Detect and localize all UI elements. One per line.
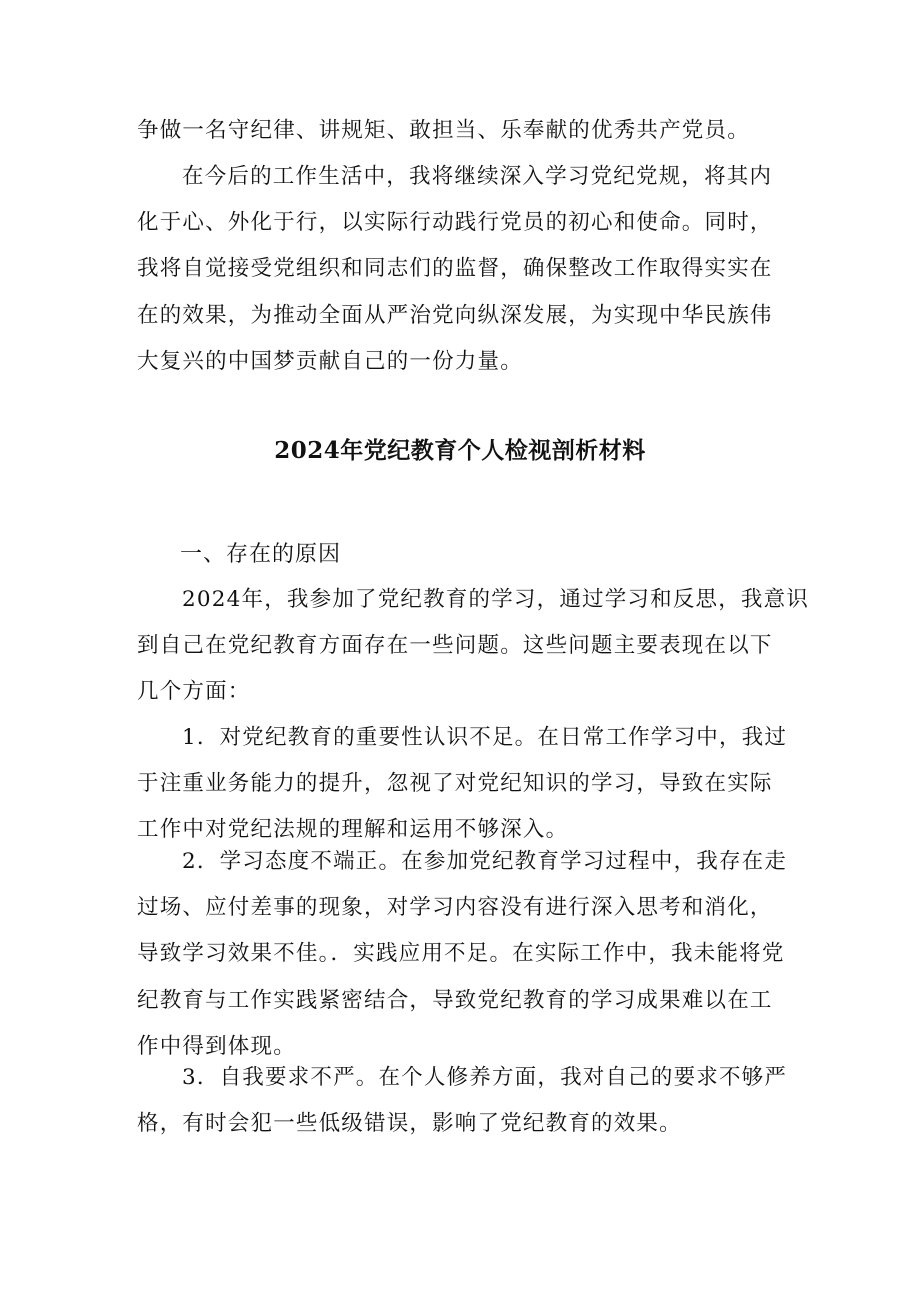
intro-paragraph-1 bbox=[137, 108, 787, 154]
text-line: 纪教育与工作实践紧密结合，导致党纪教育的学习成果难以在工 bbox=[137, 987, 773, 1013]
text-line: 大复兴的中国梦贡献自己的一份力量。 bbox=[137, 348, 523, 374]
body-paragraph-1 bbox=[137, 577, 810, 716]
text-line: 3．自我要求不严。在个人修养方面，我对自己的要求不够严 bbox=[182, 1065, 788, 1090]
text-line: 作中得到体现。 bbox=[137, 1033, 296, 1059]
text-line: 在的效果，为推动全面从严治党向纵深发展，为实现中华民族伟 bbox=[137, 302, 773, 328]
document-title: 2024年党纪教育个人检视剖析材料 bbox=[274, 437, 646, 464]
text-line: 几个方面： bbox=[137, 679, 251, 705]
text-line: 到自己在党纪教育方面存在一些问题。这些问题主要表现在以下 bbox=[137, 633, 773, 659]
text-line: 2．学习态度不端正。在参加党纪教育学习过程中，我存在走 bbox=[182, 849, 788, 874]
text-line: 过场、应付差事的现象，对学习内容没有进行深入思考和消化， bbox=[137, 895, 773, 921]
section-heading: 一、存在的原因 bbox=[180, 542, 342, 567]
intro-paragraph-2 bbox=[137, 154, 787, 385]
text-line: 争做一名守纪律、讲规矩、敢担当、乐奉献的优秀共产党员。 bbox=[137, 118, 750, 143]
text-line: 工作中对党纪法规的理解和运用不够深入。 bbox=[137, 817, 569, 843]
text-line: 格，有时会犯一些低级错误，影响了党纪教育的效果。 bbox=[137, 1111, 682, 1137]
text-line: 我将自觉接受党组织和同志们的监督，确保整改工作取得实实在 bbox=[137, 256, 773, 282]
text-line: 化于心、外化于行，以实际行动践行党员的初心和使命。同时， bbox=[137, 210, 773, 236]
text-line: 导致学习效果不佳。．实践应用不足。在实际工作中，我未能将党 bbox=[137, 941, 785, 967]
text-line: 在今后的工作生活中，我将继续深入学习党纪党规，将其内 bbox=[182, 164, 773, 189]
body-paragraph-2 bbox=[137, 715, 787, 854]
body-paragraph-4 bbox=[137, 1055, 787, 1147]
body-paragraph-3 bbox=[137, 839, 787, 1070]
text-line: 2024年，我参加了党纪教育的学习，通过学习和反思，我意识 bbox=[182, 587, 810, 612]
text-line: 于注重业务能力的提升，忽视了对党纪知识的学习，导致在实际 bbox=[137, 771, 773, 797]
text-line: 1．对党纪教育的重要性认识不足。在日常工作学习中，我过 bbox=[182, 725, 788, 750]
